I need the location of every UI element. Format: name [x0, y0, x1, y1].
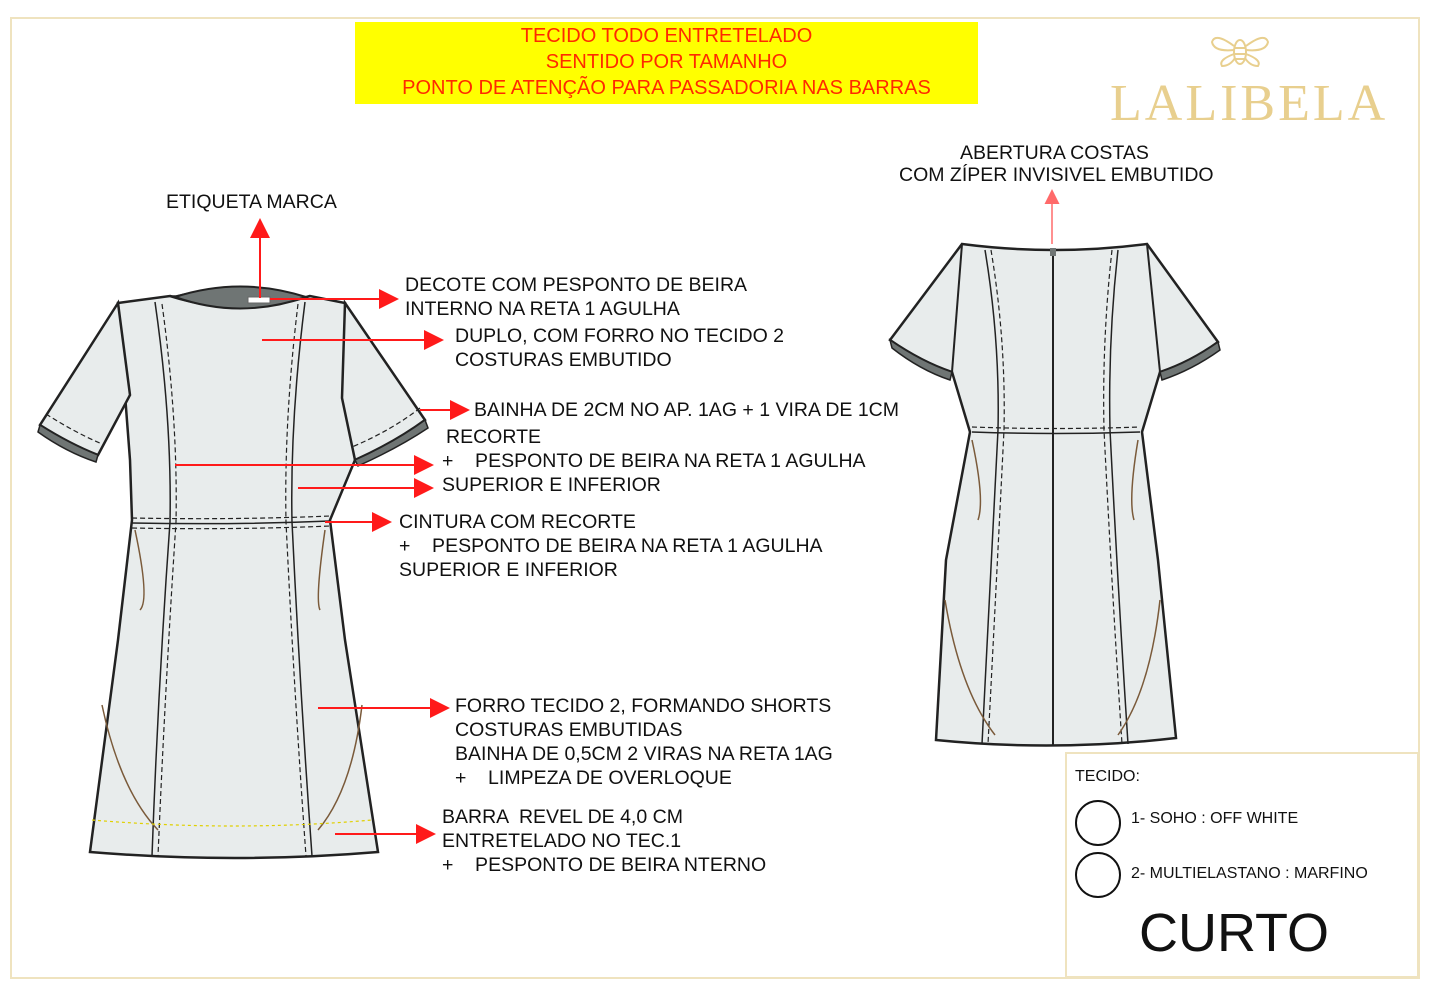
note-bainha: BAINHA DE 2CM NO AP. 1AG + 1 VIRA DE 1CM — [474, 399, 900, 421]
note-forro-4: + LIMPEZA DE OVERLOQUE — [455, 767, 732, 789]
note-barra-1: BARRA REVEL DE 4,0 CM — [442, 806, 683, 828]
note-abertura-2: COM ZÍPER INVISIVEL EMBUTIDO — [899, 164, 1214, 186]
fabric-panel — [1065, 752, 1419, 978]
fabric-swatch-1 — [1075, 800, 1121, 846]
note-cintura-3: SUPERIOR E INFERIOR — [399, 559, 618, 581]
back-dress — [890, 244, 1220, 746]
note-forro-3: BAINHA DE 0,5CM 2 VIRAS NA RETA 1AG — [455, 743, 833, 765]
banner-line-2: SENTIDO POR TAMANHO — [545, 51, 788, 73]
note-forro-1: FORRO TECIDO 2, FORMANDO SHORTS — [455, 695, 832, 717]
front-dress — [38, 287, 428, 859]
banner-line-1: TECIDO TODO ENTRETELADO — [520, 25, 813, 47]
fabric-swatch-2 — [1075, 852, 1121, 898]
fabric-title: TECIDO: — [1075, 768, 1140, 785]
fabric-item-1: 1- SOHO : OFF WHITE — [1131, 810, 1299, 827]
note-forro-2: COSTURAS EMBUTIDAS — [455, 719, 683, 741]
note-recorte-3: SUPERIOR E INFERIOR — [442, 474, 661, 496]
note-recorte-1: RECORTE — [446, 426, 541, 448]
note-abertura-1: ABERTURA COSTAS — [960, 142, 1149, 164]
brand-name: LALIBELA — [1110, 75, 1389, 132]
note-duplo-2: COSTURAS EMBUTIDO — [455, 349, 672, 371]
note-cintura-2: + PESPONTO DE BEIRA NA RETA 1 AGULHA — [399, 535, 823, 557]
note-decote-2: INTERNO NA RETA 1 AGULHA — [405, 298, 680, 320]
note-cintura-1: CINTURA COM RECORTE — [399, 511, 636, 533]
length-label: CURTO — [1139, 903, 1330, 963]
banner-line-3: PONTO DE ATENÇÃO PARA PASSADORIA NAS BARRAS — [402, 77, 931, 99]
fabric-item-2: 2- MULTIELASTANO : MARFINO — [1131, 865, 1368, 882]
note-recorte-2: + PESPONTO DE BEIRA NA RETA 1 AGULHA — [442, 450, 866, 472]
note-decote-1: DECOTE COM PESPONTO DE BEIRA — [405, 274, 748, 296]
note-etiqueta: ETIQUETA MARCA — [166, 191, 337, 213]
note-barra-2: ENTRETELADO NO TEC.1 — [442, 830, 682, 852]
note-duplo-1: DUPLO, COM FORRO NO TECIDO 2 — [455, 325, 785, 347]
note-barra-3: + PESPONTO DE BEIRA NTERNO — [442, 854, 767, 876]
